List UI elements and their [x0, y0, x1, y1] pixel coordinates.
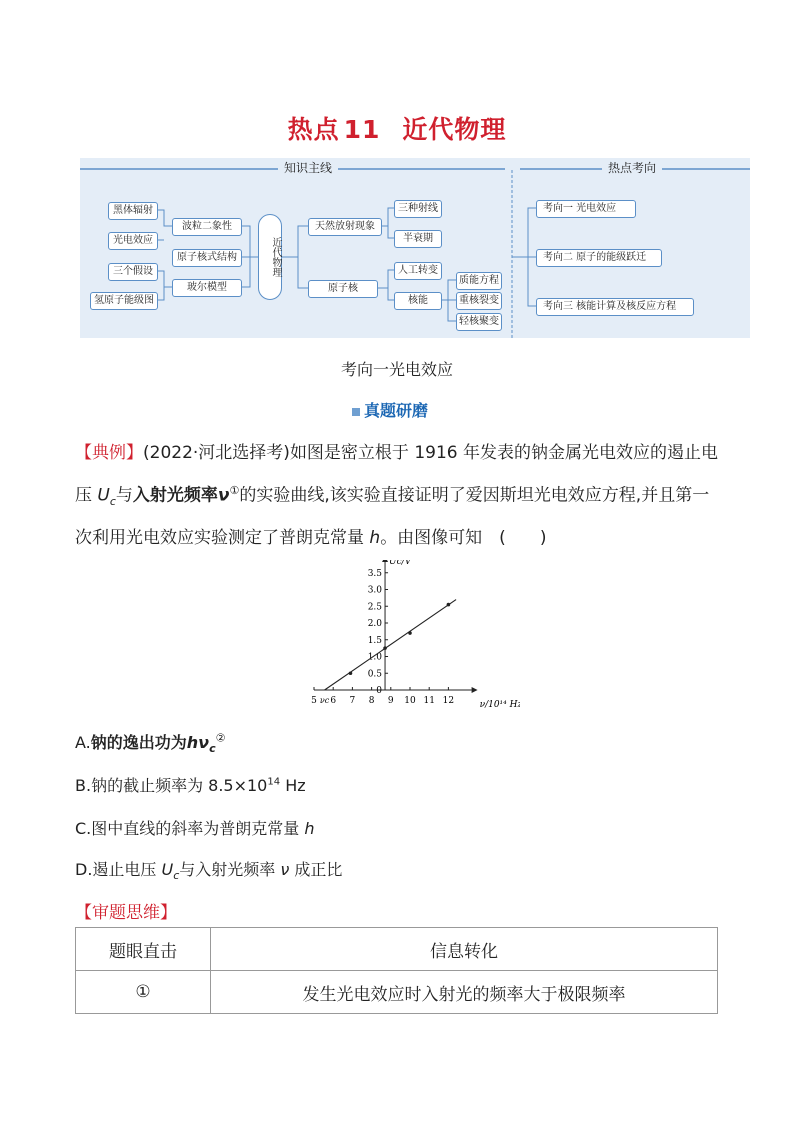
option-d-text: 成正比 [289, 860, 343, 879]
square-icon [352, 408, 360, 416]
mindmap-node: 原子核 [308, 280, 378, 298]
problem-text: 的实验曲线,该实验直接证明了爱因斯坦光电效应方程,并且第一次利用光电效应实验测定了普朗克常量 [75, 485, 710, 549]
mindmap-node: 光电效应 [108, 232, 158, 250]
x-tick-label: 8 [368, 696, 375, 706]
x-axis-label: ν/10¹⁴ Hz [479, 700, 520, 710]
problem-bold: 入射光频率 [132, 485, 218, 506]
x-tick-label: 7 [349, 696, 356, 706]
x-tick-label: 10 [404, 696, 416, 706]
option-b-text: B.钠的截止频率为 8.5×10 [75, 776, 268, 795]
subheading: 考向一光电效应 [340, 360, 453, 379]
mindmap-node: 核能 [394, 292, 442, 310]
x-axis-arrow [472, 687, 478, 693]
x-tick-label: 6 [330, 696, 337, 706]
table-header-row [76, 928, 718, 971]
y-axis-label: Uc/V [389, 560, 412, 568]
mindmap-node: 轻核聚变 [456, 313, 502, 331]
y-tick-label: 0 [376, 686, 383, 696]
table-header: 题眼直击 [76, 928, 211, 971]
info-table [75, 927, 718, 1014]
symbol-nu: ν [217, 485, 230, 506]
x-tick-label: 12 [442, 696, 455, 706]
section-label [352, 398, 428, 421]
mindmap-node: 波粒二象性 [172, 218, 242, 236]
mindmap-node: 重核裂变 [456, 292, 502, 310]
mindmap-node: 三种射线 [394, 200, 442, 218]
mindmap-node: 半衰期 [394, 230, 442, 248]
symbol-U: U [97, 485, 110, 506]
example-tag: 【典例】 [75, 443, 143, 463]
chart-svg [300, 560, 520, 710]
symbol-h: h [369, 528, 381, 549]
y-tick-label: 3.5 [367, 568, 383, 579]
mark-2: ② [215, 731, 226, 745]
x-marker-label: νc [319, 696, 330, 705]
mindmap-node: 氢原子能级图 [90, 292, 158, 310]
title-name: 近代物理 [402, 115, 507, 144]
mindmap-node: 天然放射现象 [308, 218, 382, 236]
data-point [383, 646, 387, 650]
mindmap-left-header: 知识主线 [278, 159, 338, 176]
problem-source: (2022·河北选择考) [143, 443, 290, 463]
option-d[interactable] [75, 857, 342, 882]
knowledge-mindmap [80, 158, 750, 338]
exponent: 14 [267, 776, 281, 788]
symbol-sub: c [173, 869, 180, 883]
data-point [447, 603, 451, 607]
table-header: 信息转化 [211, 928, 718, 971]
data-point [349, 671, 353, 675]
mindmap-node: 质能方程 [456, 272, 502, 290]
y-axis-arrow [382, 560, 388, 562]
mindmap-node: 原子核式结构 [172, 249, 242, 267]
mindmap-center: 近代物理 [258, 214, 282, 300]
symbol-sub: c [209, 742, 216, 756]
symbol-nu: ν [280, 860, 290, 879]
mindmap-node: 人工转变 [394, 262, 442, 280]
mindmap-topic: 考向二 原子的能级跃迁 [536, 249, 662, 267]
page-title [0, 110, 794, 146]
x-tick-label: 11 [423, 696, 435, 706]
title-number: 11 [343, 115, 381, 144]
table-cell: 发生光电效应时入射光的频率大于极限频率 [211, 971, 718, 1014]
problem-text: 与 [115, 485, 133, 506]
mark-1: ① [229, 484, 240, 497]
y-tick-label: 1.5 [367, 635, 383, 646]
thinking-label: 【审题思维】 [75, 903, 177, 923]
mindmap-right-header: 热点考向 [602, 159, 662, 176]
problem-statement [75, 435, 725, 557]
data-point [408, 631, 412, 635]
option-b[interactable] [75, 773, 306, 796]
option-b-unit: Hz [280, 776, 306, 795]
y-tick-label: 0.5 [367, 669, 383, 680]
mindmap-topic: 考向一 光电效应 [536, 200, 636, 218]
y-tick-label: 2.0 [367, 619, 383, 629]
uc-nu-graph [300, 560, 520, 714]
option-a-text: 钠的逸出功为 [90, 733, 187, 752]
option-d-text: 与入射光频率 [179, 860, 281, 879]
mindmap-node: 黑体辐射 [108, 202, 158, 220]
table-cell: ① [76, 971, 211, 1014]
y-tick-label: 2.5 [367, 602, 383, 613]
option-d-text: D.遏止电压 [75, 860, 162, 879]
symbol-h: h [304, 819, 315, 838]
fit-line [325, 600, 457, 690]
x-tick-label: 9 [387, 696, 394, 706]
option-a[interactable] [75, 730, 225, 755]
mindmap-topic: 考向三 核能计算及核反应方程 [536, 298, 694, 316]
option-a-prefix: A. [75, 733, 91, 752]
y-tick-label: 3.0 [367, 585, 383, 596]
y-tick-label: 1.0 [367, 652, 383, 663]
title-prefix: 热点 [287, 115, 340, 144]
section-label-text: 真题研磨 [364, 401, 429, 420]
x-tick-label: 5 [311, 696, 317, 706]
table-row [76, 971, 718, 1014]
mindmap-node: 玻尔模型 [172, 279, 242, 297]
problem-text: 。由图像可知 ( ) [380, 528, 547, 549]
symbol-U: U [161, 860, 174, 879]
option-c-text: C.图中直线的斜率为普朗克常量 [75, 819, 305, 838]
mindmap-node: 三个假设 [108, 263, 158, 281]
symbol-h-nu: hν [186, 733, 210, 752]
problem-text: 如图是密立根于 1916 年发表的钠金属光电效应的遏止电压 [75, 443, 719, 506]
option-c[interactable] [75, 816, 315, 839]
symbol-sub: c [109, 495, 116, 509]
